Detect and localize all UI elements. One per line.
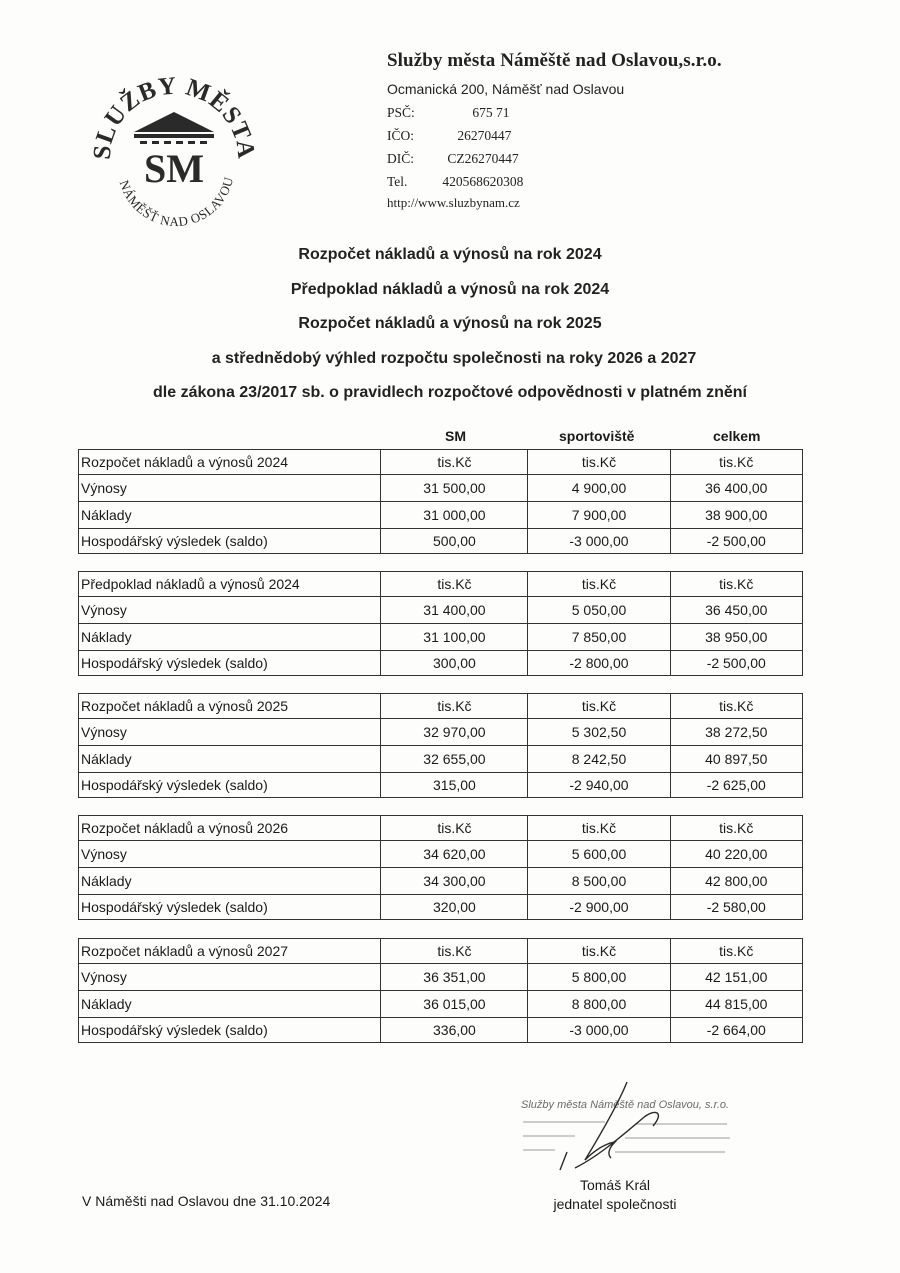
title-line-5: dle zákona 23/2017 sb. o pravidlech rozpočtové odpovědnosti v platném znění [153, 384, 747, 401]
table-cell: 5 800,00 [528, 964, 670, 991]
table-cell: Hospodářský výsledek (saldo) [79, 1018, 381, 1043]
stamp-text: Služby města Náměště nad Oslavou, s.r.o. [521, 1099, 730, 1111]
company-psc-row [387, 101, 722, 124]
company-tel-row [387, 170, 722, 193]
title-line-2: Předpoklad nákladů a výnosů na rok 2024 [290, 280, 610, 298]
table-cell: tis.Kč [528, 816, 670, 841]
table-header-row [79, 450, 803, 475]
table-cell: 8 800,00 [528, 991, 670, 1018]
table-cell: 31 100,00 [381, 624, 528, 651]
table-cell: 7 850,00 [528, 624, 670, 651]
table-cell: Výnosy [79, 719, 381, 746]
psc-value: 675 71 [472, 105, 510, 120]
table-cell: 34 300,00 [381, 868, 528, 895]
table-header-row [79, 572, 803, 597]
table-cell: Rozpočet nákladů a výnosů 2026 [79, 816, 381, 841]
table-cell: Výnosy [79, 475, 381, 502]
table-cell: Předpoklad nákladů a výnosů 2024 [79, 572, 381, 597]
table-row [79, 841, 803, 868]
table-cell: 8 242,50 [528, 746, 670, 773]
table-cell: 32 655,00 [381, 746, 528, 773]
company-address: Ocmanická 200, Náměšť nad Oslavou [387, 81, 625, 97]
table-cell: 40 220,00 [670, 841, 802, 868]
table-cell: 40 897,50 [670, 746, 802, 773]
table-cell: Rozpočet nákladů a výnosů 2025 [79, 694, 381, 719]
column-header-celkem: celkem [713, 428, 761, 444]
table-cell: tis.Kč [381, 450, 528, 475]
table-cell: -2 664,00 [670, 1018, 802, 1043]
table-cell: Náklady [79, 991, 381, 1018]
table-cell: 320,00 [381, 895, 528, 920]
table-header-row [79, 694, 803, 719]
document-titles [0, 238, 900, 411]
table-cell: -2 900,00 [528, 895, 670, 920]
company-website: http://www.sluzbynam.cz [387, 195, 520, 210]
budget-table-2025 [78, 693, 803, 798]
logo-arc-top-text: SLUŽBY MĚSTA [88, 72, 260, 161]
table-cell: 36 351,00 [381, 964, 528, 991]
table-cell: 36 450,00 [670, 597, 802, 624]
logo-arc-bottom-text: NÁMĚŠŤ NAD OSLAVOU [116, 175, 237, 230]
table-cell: Rozpočet nákladů a výnosů 2024 [79, 450, 381, 475]
place-and-date: V Náměšti nad Oslavou dne 31.10.2024 [82, 1193, 331, 1209]
table-cell: Výnosy [79, 597, 381, 624]
title-line-1: Rozpočet nákladů a výnosů na rok 2024 [298, 246, 602, 263]
table-row [79, 624, 803, 651]
dic-label: DIČ: [387, 151, 414, 166]
table-cell: tis.Kč [381, 572, 528, 597]
table-cell: tis.Kč [670, 694, 802, 719]
table-cell: 300,00 [381, 651, 528, 676]
table-row [79, 991, 803, 1018]
table-cell: Náklady [79, 746, 381, 773]
table-cell: tis.Kč [528, 694, 670, 719]
budget-table-2024 [78, 449, 803, 554]
table-row [79, 746, 803, 773]
company-logo [88, 62, 260, 234]
table-cell: 4 900,00 [528, 475, 670, 502]
table-cell: 8 500,00 [528, 868, 670, 895]
column-header-sportoviste: sportoviště [559, 428, 635, 444]
signer-name: Tomáš Král [579, 1177, 651, 1193]
table-cell: Výnosy [79, 841, 381, 868]
table-row [79, 964, 803, 991]
table-cell: Hospodářský výsledek (saldo) [79, 529, 381, 554]
table-cell: tis.Kč [528, 450, 670, 475]
table-cell: tis.Kč [528, 939, 670, 964]
table-cell: Hospodářský výsledek (saldo) [79, 651, 381, 676]
outlook-table-2026 [78, 815, 803, 920]
table-row [79, 868, 803, 895]
handwritten-signature [560, 1082, 658, 1170]
table-cell: tis.Kč [381, 694, 528, 719]
table-cell: Náklady [79, 624, 381, 651]
table-row [79, 475, 803, 502]
table-cell: 36 015,00 [381, 991, 528, 1018]
company-name: Služby města Náměště nad Oslavou,s.r.o. [387, 50, 722, 71]
table-cell: -2 580,00 [670, 895, 802, 920]
title-line-3: Rozpočet nákladů a výnosů na rok 2025 [298, 315, 602, 332]
table-row [79, 502, 803, 529]
table-cell: tis.Kč [670, 450, 802, 475]
table-row [79, 773, 803, 798]
table-cell: 336,00 [381, 1018, 528, 1043]
tel-label: Tel. [387, 174, 408, 189]
table-cell: -2 625,00 [670, 773, 802, 798]
table-cell: 38 950,00 [670, 624, 802, 651]
table-cell: tis.Kč [381, 816, 528, 841]
table-cell: 31 500,00 [381, 475, 528, 502]
table-cell: Náklady [79, 868, 381, 895]
table-header-row [79, 816, 803, 841]
table-cell: 36 400,00 [670, 475, 802, 502]
building-icon [134, 112, 214, 144]
company-dic-row [387, 147, 722, 170]
table-cell: Výnosy [79, 964, 381, 991]
logo-initials: SM [144, 146, 204, 191]
signer-role: jednatel společnosti [553, 1196, 677, 1212]
table-cell: -2 800,00 [528, 651, 670, 676]
table-row [79, 597, 803, 624]
company-stamp-with-signature [515, 1082, 745, 1172]
table-cell: 5 050,00 [528, 597, 670, 624]
company-header [387, 50, 722, 211]
stamp-faded-lines [523, 1122, 730, 1152]
table-cell: 5 302,50 [528, 719, 670, 746]
table-cell: 44 815,00 [670, 991, 802, 1018]
table-cell: 7 900,00 [528, 502, 670, 529]
signatory [530, 1176, 700, 1214]
table-cell: tis.Kč [670, 572, 802, 597]
table-cell: -2 500,00 [670, 651, 802, 676]
table-cell: 5 600,00 [528, 841, 670, 868]
ico-label: IČO: [387, 128, 414, 143]
table-cell: tis.Kč [381, 939, 528, 964]
table-cell: 31 000,00 [381, 502, 528, 529]
table-cell: Hospodářský výsledek (saldo) [79, 895, 381, 920]
table-cell: 34 620,00 [381, 841, 528, 868]
table-cell: Náklady [79, 502, 381, 529]
table-cell: 42 151,00 [670, 964, 802, 991]
table-cell: tis.Kč [670, 816, 802, 841]
outlook-table-2027 [78, 938, 803, 1043]
table-cell: 32 970,00 [381, 719, 528, 746]
table-cell: -2 500,00 [670, 529, 802, 554]
table-row [79, 895, 803, 920]
table-header-row [79, 939, 803, 964]
column-header-sm: SM [445, 428, 466, 444]
table-cell: 38 900,00 [670, 502, 802, 529]
table-cell: -2 940,00 [528, 773, 670, 798]
tel-value: 420568620308 [442, 174, 524, 189]
company-ico-row [387, 124, 722, 147]
dic-value: CZ26270447 [447, 151, 519, 166]
table-row [79, 651, 803, 676]
forecast-table-2024 [78, 571, 803, 676]
ico-value: 26270447 [457, 128, 512, 143]
table-cell: Hospodářský výsledek (saldo) [79, 773, 381, 798]
title-line-4: a střednědobý výhled rozpočtu společnosti na roky 2026 a 2027 [211, 349, 697, 367]
table-cell: -3 000,00 [528, 529, 670, 554]
table-cell: 31 400,00 [381, 597, 528, 624]
table-cell: 38 272,50 [670, 719, 802, 746]
table-row [79, 529, 803, 554]
table-cell: Rozpočet nákladů a výnosů 2027 [79, 939, 381, 964]
table-cell: tis.Kč [528, 572, 670, 597]
table-cell: 500,00 [381, 529, 528, 554]
table-row [79, 719, 803, 746]
table-cell: 42 800,00 [670, 868, 802, 895]
table-cell: tis.Kč [670, 939, 802, 964]
table-cell: -3 000,00 [528, 1018, 670, 1043]
psc-label: PSČ: [387, 105, 415, 120]
table-cell: 315,00 [381, 773, 528, 798]
table-row [79, 1018, 803, 1043]
